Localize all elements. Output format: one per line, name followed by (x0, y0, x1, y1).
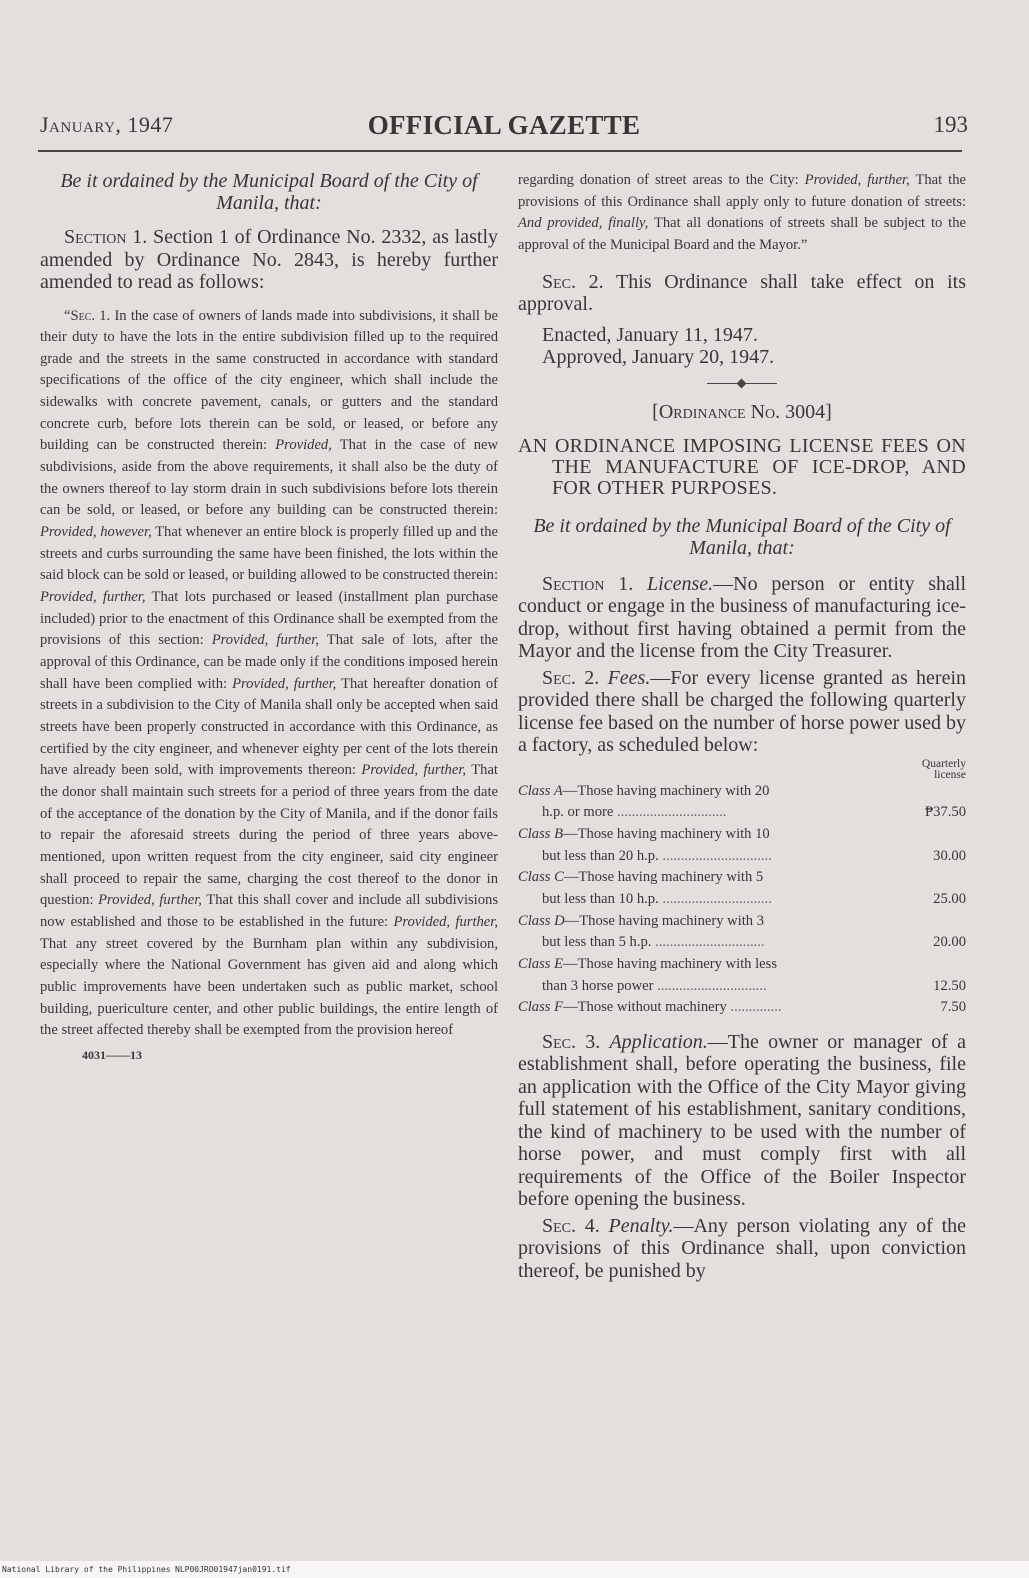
page-number: 193 (933, 112, 968, 137)
right-column (518, 170, 966, 1282)
proviso: Provided, (275, 437, 332, 454)
fee-description: —Those without machinery (563, 999, 727, 1016)
fee-row (518, 824, 966, 846)
quote-text: That any street covered by the Burnham plan within any subdivision, especially where the National Government has given aid and along which public improvements have been undertaken such as public market, school building, puericulture center, and other public buildings, the entire length of the street affected thereby shall be exempted from the provision hereof (40, 935, 498, 1039)
section-lead: Sec. 2. (542, 666, 600, 689)
fee-row (518, 781, 966, 803)
fee-amount: 25.00 (933, 890, 966, 907)
fee-row-continuation: h.p. or more .............................. ₱37.50 (542, 804, 966, 821)
ordinance-number: [Ordinance No. 3004] (652, 400, 832, 423)
section-divider (707, 379, 777, 389)
section-title: License. (647, 572, 714, 595)
section-2-fees (518, 667, 966, 757)
section-2-effectivity (518, 271, 966, 316)
fee-amount: ₱37.50 (925, 804, 966, 821)
continued-text (518, 170, 966, 257)
fee-description: but less than 5 h.p. (542, 934, 652, 951)
section-text: This Ordinance shall take effect on its approval. (518, 270, 966, 316)
fee-description: —Those having machinery with 10 (563, 825, 770, 842)
ordinance-title: AN ORDINANCE IMPOSING LICENSE FEES ON THE MANUFACTURE OF ICE-DROP, AND FOR OTHER PURPOSES. (518, 434, 966, 499)
section-lead: Sec. 2. (542, 270, 604, 293)
scan-footer-strip (0, 1561, 1029, 1578)
fee-amount: 30.00 (933, 847, 966, 864)
quote-text: That sale of lots, after the approval of this Ordinance, can be made only if the conditions imposed herein shall have been complied with: (40, 632, 499, 692)
section-lead: Section 1. (542, 572, 634, 595)
section-lead: Sec. 4. (542, 1214, 600, 1237)
scan-file-id: NLP00JRO01947jan0191.tif (175, 1565, 291, 1574)
fee-description: —Those having machinery with 3 (564, 912, 765, 929)
quote-text: That hereafter donation of streets in a subdivision to the City of Manila shall only be accepted when said streets have been properly constructed in accordance with this Ordinance, as certified by the city engineer, and whenever eighty per cent of the lots therein have already been sold, with improvements thereon: (40, 675, 498, 779)
fee-class: Class F (518, 999, 564, 1016)
proviso: Provided, further, (361, 762, 467, 779)
quote-text: That whenever an entire block is properly filled up and the streets and curbs surrounding the same have been finished, the lots within the said block can be sold or leased, or building allowed to be constructed therein: (40, 524, 498, 584)
fee-amount: 7.50 (940, 999, 966, 1016)
fee-description: —Those having machinery with less (563, 955, 778, 972)
ordain-clause: Be it ordained by the Municipal Board of the City of Manila, that: (60, 170, 478, 214)
printer-signature: 4031——13 (82, 1047, 142, 1062)
section-3-application (518, 1031, 966, 1211)
approved-date: Approved, January 20, 1947. (542, 346, 775, 369)
enacted-date: Enacted, January 11, 1947. (542, 323, 758, 346)
proviso: Provided, however, (40, 524, 152, 541)
fee-description: —Those having machinery with 20 (562, 782, 770, 799)
quote-lead: “Sec. 1. (64, 307, 111, 324)
fee-row: Class F—Those without machinery .............. 7.50 (518, 999, 966, 1016)
diamond-ornament-icon (737, 378, 747, 388)
scan-library: National Library of the Philippines (2, 1565, 171, 1574)
left-column (40, 170, 498, 1063)
fee-amount: 12.50 (933, 977, 966, 994)
fee-row-continuation: but less than 20 h.p. .............................. 30.00 (542, 847, 966, 864)
fee-class: Class E (518, 955, 564, 972)
proviso: Provided, further, (393, 913, 498, 930)
section-title: Penalty. (608, 1214, 674, 1237)
section-title: Application. (609, 1030, 708, 1053)
fee-amount: 20.00 (933, 934, 966, 951)
fee-class: Class B (518, 825, 564, 842)
section-lead: Sec. 3. (542, 1030, 601, 1053)
proviso: Provided, further, (40, 589, 146, 606)
fee-description: h.p. or more (542, 804, 614, 821)
section-1-license (518, 573, 966, 663)
section-text: —The owner or manager of a establishment shall, before operating the business, file an application with the Office of the City Mayor giving full statement of his establishment, sanitary conditions, the kind of machinery to be used with the number of horse power, and must comply first with all requirements of the Office of the Boiler Inspector before opening the business. (518, 1030, 966, 1211)
section-text: Section 1 of Ordinance No. 2332, as lastly amended by Ordinance No. 2843, is hereby further amended to read as follows: (40, 226, 498, 293)
fee-schedule-table (518, 781, 966, 1019)
fee-description: —Those having machinery with 5 (563, 869, 764, 886)
fee-description: than 3 horse power (542, 977, 654, 994)
ordain-clause: Be it ordained by the Municipal Board of the City of Manila, that: (533, 514, 951, 559)
fee-row (518, 867, 966, 889)
quote-text: That in the case of new subdivisions, aside from the above requirements, it shall also be the duty of the owners thereof to lay storm drain in such subdivisions before lots therein can be sold, or leased, or before any building can be constructed therein: (40, 437, 499, 519)
page-header (40, 108, 968, 142)
fee-table-header: Quarterly license (921, 757, 966, 781)
fee-row (518, 911, 966, 933)
section-4-penalty (518, 1215, 966, 1283)
quoted-section (40, 306, 498, 1042)
quote-text: That the donor shall maintain such streets for a period of three years from the date of the acceptance of the donation by the City of Manila, and if the donor fails to repair the aforesaid streets during the period of three years above-mentioned, upon written request from the city engineer, said city engineer shall proceed to repair the same, charging the cost thereof to the donor in question: (40, 762, 498, 909)
fee-description: but less than 10 h.p. (542, 890, 659, 907)
cont-text: regarding donation of street areas to the City: (518, 172, 799, 188)
section-lead: Section 1. (64, 226, 148, 248)
fee-row-continuation: than 3 horse power .............................. 12.50 (542, 977, 966, 994)
proviso: Provided, further, (804, 172, 910, 188)
proviso: And provided, finally, (518, 215, 649, 232)
fee-class: Class C (518, 869, 564, 886)
fee-class: Class D (518, 912, 565, 929)
proviso: Provided, further, (232, 675, 337, 692)
fee-row (518, 954, 966, 976)
header-publication: OFFICIAL GAZETTE (367, 110, 641, 140)
header-rule (38, 150, 962, 152)
section-text: —No person or entity shall conduct or engage in the business of manufacturing ice-drop, without first having obtained a permit from the Mayor and the license from the City Treasurer. (518, 572, 967, 663)
cont-text: That all donations of streets shall be subject to the approval of the Municipal Board and the Mayor.” (518, 215, 966, 253)
section-text: —Any person violating any of the provisions of this Ordinance shall, upon conviction thereof, be punished by (518, 1214, 967, 1282)
fee-description: but less than 20 h.p. (542, 847, 659, 864)
quote-text: That lots purchased or leased (installment plan purchase included) prior to the enactment of this Ordinance shall be exempted from the provisions of this section: (40, 589, 498, 649)
fee-row-continuation: but less than 10 h.p. .............................. 25.00 (542, 890, 966, 907)
section-1-amendment (40, 226, 498, 294)
section-text: —For every license granted as herein provided there shall be charged the following quarterly license fee based on the number of horse power used by a factory, as scheduled below: (518, 666, 967, 757)
proviso: Provided, further, (98, 892, 202, 909)
quote-text: That this shall cover and include all subdivisions now established and those to be established in the future: (40, 892, 499, 930)
header-date: January, 1947 (40, 112, 174, 137)
fee-row-continuation: but less than 5 h.p. .............................. 20.00 (542, 934, 966, 951)
cont-text: That the provisions of this Ordinance shall apply only to future donation of streets: (518, 172, 966, 210)
quote-text: In the case of owners of lands made into subdivisions, it shall be their duty to have the lots in the entire subdivision filled up to the required grade and the streets in the same constructed in accordance with standard specifications of the office of the city engineer, which shall include the sidewalks with concrete pavement, canals, or gutters and the standard concrete curb, before lots therein can be sold, or leased, or before any building can be constructed therein: (40, 307, 498, 454)
proviso: Provided, further, (211, 632, 319, 649)
section-title: Fees. (607, 666, 651, 689)
fee-class: Class A (518, 782, 563, 799)
